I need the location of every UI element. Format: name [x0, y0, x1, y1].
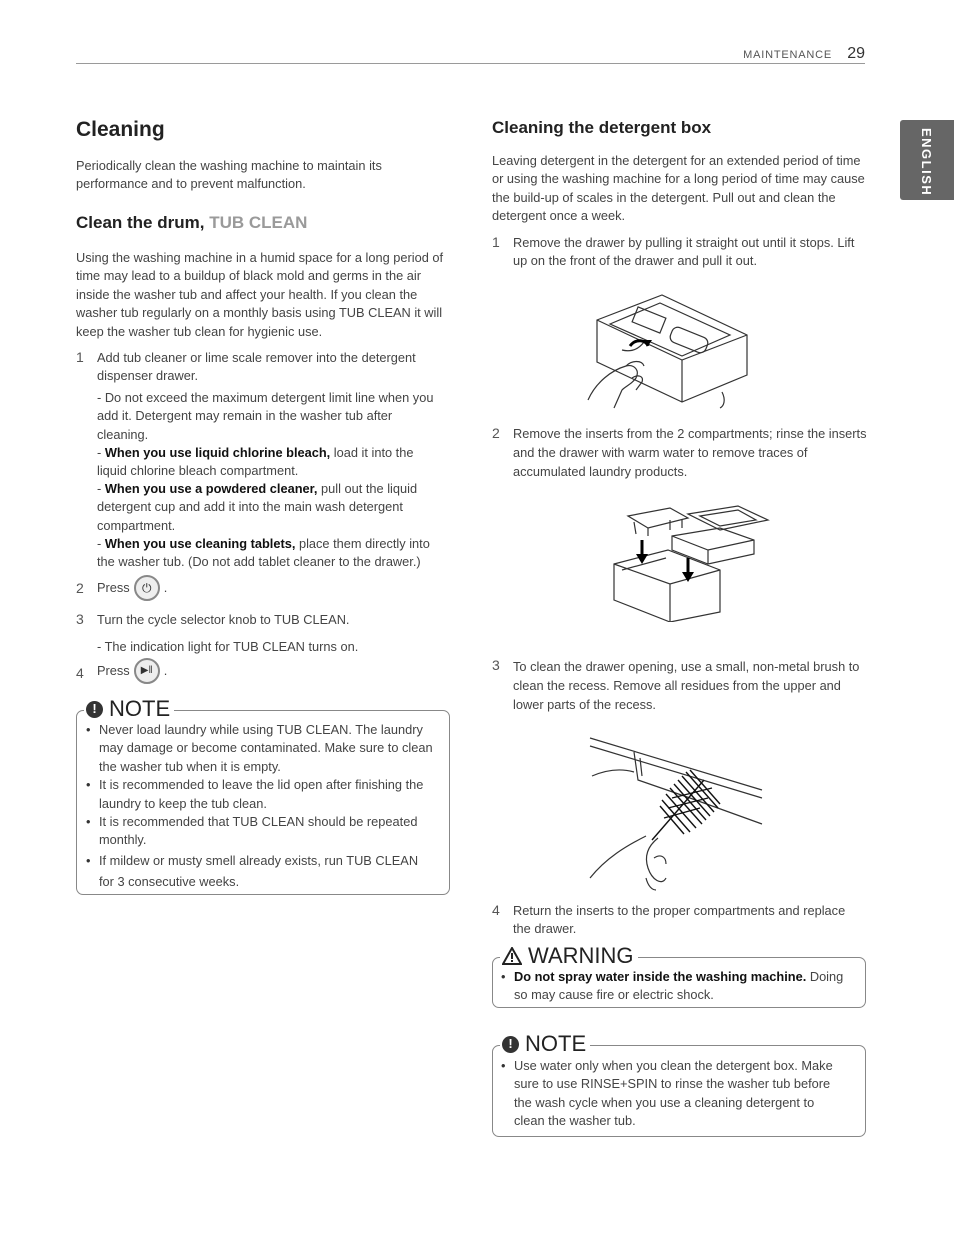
note-list: [78, 721, 433, 892]
power-button-icon: ⏻: [134, 575, 160, 601]
step1-sub-item: [97, 389, 442, 444]
note-title: [500, 1032, 590, 1056]
step1-sub-item: - When you use liquid chlorine bleach, load it into the liquid chlorine bleach compartment.: [97, 445, 414, 479]
start-pause-button-icon: ▶‖: [134, 658, 160, 684]
step1-sub-item: - When you use a powdered cleaner, pull out the liquid detergent cup and add it into the main wash detergent compartment.: [97, 481, 418, 533]
brush-cleaning-illustration: [586, 728, 766, 892]
step-number: 4: [76, 665, 84, 681]
warning-triangle-icon: [502, 947, 522, 965]
step-number: 4: [492, 902, 500, 918]
warning-title-text: WARNING: [528, 943, 634, 968]
note-item: • Use water only when you clean the detergent box. Make sure to use RINSE+SPIN to rinse the washer tub before the wash cycle when you use a cleaning detergent to clean the washer tub.: [493, 1057, 843, 1131]
step-text: Add tub cleaner or lime scale remover into the detergent dispenser drawer.: [97, 350, 416, 384]
language-tab: [900, 120, 954, 200]
header-section-label: MAINTENANCE: [743, 49, 832, 61]
drawer-removal-illustration: [582, 290, 754, 410]
step-text: Press ⏻ .: [97, 575, 167, 601]
language-tab-label: ENGLISH: [919, 128, 934, 197]
warning-bold: Do not spray water inside the washing machine.: [514, 969, 807, 984]
exclamation-icon: !: [502, 1036, 519, 1053]
step-number: 1: [76, 349, 84, 365]
note-item: • If mildew or musty smell already exists, run TUB CLEAN for 3 consecutive weeks.: [78, 850, 433, 892]
step1-sub-item: - When you use cleaning tablets, place them directly into the washer tub. (Do not add tablet cleaner to the drawer.): [97, 536, 430, 570]
drum-intro: Using the washing machine in a humid space for a long period of time may lead to a buildup of black mold and germs in the air inside the washer tub and affect your health. If you clean the washer tub regularly on a monthly basis using TUB CLEAN it will keep the washer tub clean for hygienic use.: [76, 250, 444, 339]
step-number: 3: [492, 657, 500, 673]
step-text: Turn the cycle selector knob to TUB CLEAN.: [97, 612, 350, 627]
note-title-text: NOTE: [525, 1031, 587, 1056]
drum-heading: [76, 213, 307, 233]
note-item: • It is recommended to leave the lid open after finishing the laundry to keep the tub clean.: [78, 776, 433, 813]
warning-list: [493, 968, 853, 1005]
note-title-text: NOTE: [109, 696, 171, 721]
press-label: Press: [97, 579, 130, 595]
step-number: 3: [76, 611, 84, 627]
sub-item-bold: When you use a powdered cleaner,: [104, 481, 318, 496]
detergent-box-heading: Cleaning the detergent box: [492, 118, 712, 137]
warning-title: [500, 944, 638, 968]
note-list: [493, 1057, 843, 1131]
warning-item: [493, 968, 853, 1005]
step-number: 1: [492, 234, 500, 250]
sub-item-text: place them directly into the washer tub. (Do not add tablet cleaner to the drawer.): [97, 536, 430, 570]
press-label: Press: [97, 662, 130, 678]
drum-heading-accent: TUB CLEAN: [209, 213, 308, 232]
step-text: Remove the inserts from the 2 compartments; rinse the inserts and the drawer with warm water to remove traces of accumulated laundry products.: [513, 426, 867, 480]
sub-item-text: load it into the liquid chlorine bleach compartment.: [97, 445, 414, 479]
page-number: 29: [847, 45, 865, 62]
header-rule: [76, 63, 865, 64]
warning-text: Doing so may cause fire or electric shock.: [514, 969, 844, 1003]
sub-item-bold: When you use cleaning tablets,: [104, 536, 296, 551]
step-number: 2: [492, 425, 500, 441]
note-item: • Never load laundry while using TUB CLEAN. The laundry may damage or become contaminated. Make sure to clean the washer tub when it is empty.: [78, 721, 433, 776]
step-text: Press ▶‖ .: [97, 657, 167, 685]
drum-heading-text: Clean the drum,: [76, 213, 205, 232]
step-number: 2: [76, 580, 84, 596]
page-title: Cleaning: [76, 118, 165, 141]
note-item: • It is recommended that TUB CLEAN should be repeated monthly.: [78, 813, 433, 850]
exclamation-icon: !: [86, 701, 103, 718]
drawer-inserts-illustration: [608, 500, 772, 622]
step3-sub: - The indication light for TUB CLEAN turns on.: [97, 639, 359, 654]
sub-item-bold: When you use liquid chlorine bleach,: [104, 445, 331, 460]
sub-item-text: - Do not exceed the maximum detergent limit line when you add it. Detergent may remain in the washer tub after cleaning.: [97, 390, 434, 442]
detergent-box-intro: Leaving detergent in the detergent for an extended period of time or using the washing machine for a long period of time may cause the build-up of scales in the detergent. Pull out and clean the detergent once a week.: [492, 153, 865, 224]
sub-item-text: pull out the liquid detergent cup and add it into the main wash detergent compartment.: [97, 481, 418, 533]
step-text: Return the inserts to the proper compartments and replace the drawer.: [513, 903, 846, 937]
step-text: Remove the drawer by pulling it straight out until it stops. Lift up on the front of the drawer and pull it out.: [513, 235, 855, 269]
note-title: [84, 697, 174, 721]
step-text: To clean the drawer opening, use a small, non-metal brush to clean the recess. Remove all residues from the upper and lower parts of the recess.: [513, 659, 860, 713]
cleaning-intro: Periodically clean the washing machine to maintain its performance and to prevent malfunction.: [76, 158, 382, 192]
